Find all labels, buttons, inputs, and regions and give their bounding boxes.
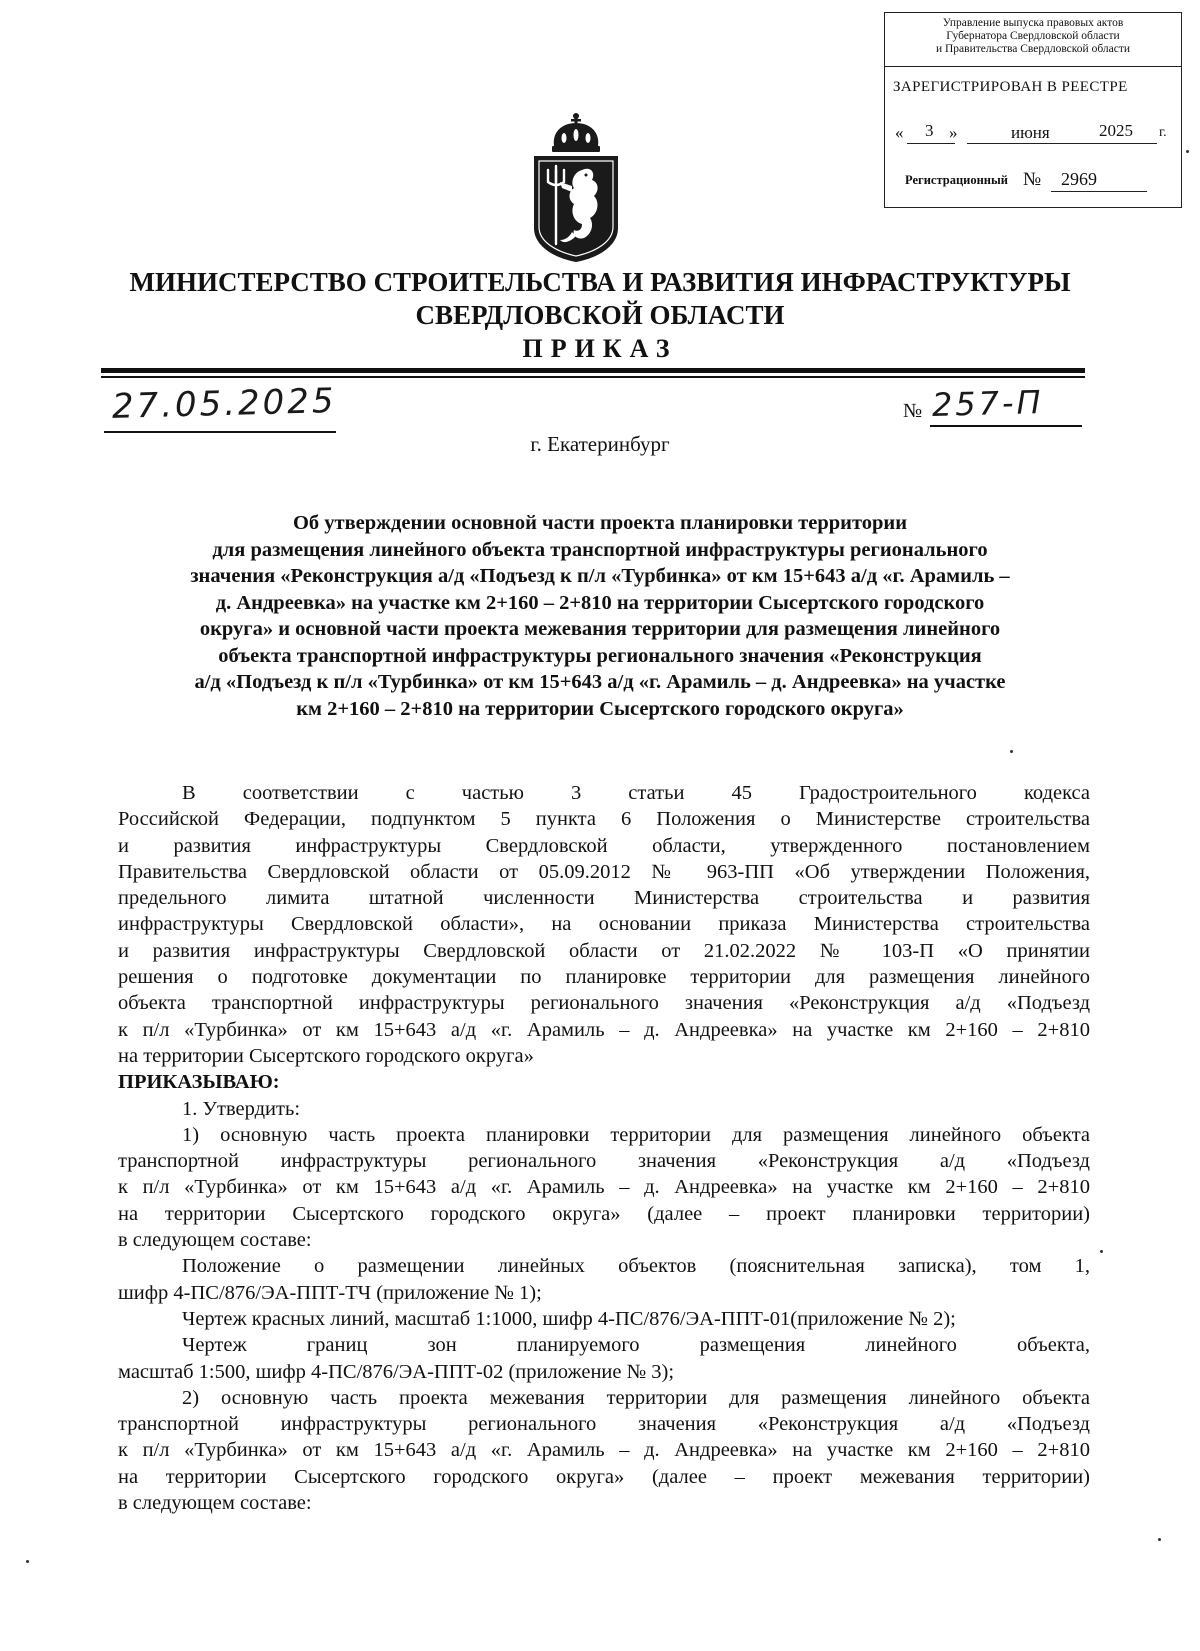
scan-speck bbox=[1010, 750, 1013, 753]
stamp-header-line: Управление выпуска правовых актов bbox=[942, 17, 1124, 29]
body-line-ordering-word: ПРИКАЗЫВАЮ: bbox=[118, 1071, 280, 1094]
document-type-heading: ПРИКАЗ bbox=[522, 334, 678, 363]
scan-speck bbox=[1100, 1250, 1103, 1253]
body-line: на территории Сысертского городского округа» bbox=[118, 1044, 534, 1067]
title-line: значения «Реконструкция а/д «Подъезд к п/л «Турбинка» от км 15+643 а/д «г. Арамиль – bbox=[190, 565, 1010, 587]
ministry-heading bbox=[60, 266, 1140, 332]
stamp-open-quote: « bbox=[895, 123, 904, 142]
order-number-handwritten: 257-П bbox=[931, 383, 1045, 424]
order-title bbox=[60, 510, 1140, 722]
body-line: Чертеж красных линий, масштаб 1:1000, шифр 4-ПС/876/ЭА-ППТ-01(приложение № 2); bbox=[182, 1307, 956, 1330]
body-line: в следующем составе: bbox=[118, 1229, 312, 1252]
body-line: 2) основную часть проекта межевания территории для размещения линейного объекта bbox=[182, 1386, 1090, 1409]
body-line: к п/л «Турбинка» от км 15+643 а/д «г. Арамиль – д. Андреевка» на участке км 2+160 – 2+810 bbox=[118, 1018, 1090, 1041]
body-line: шифр 4-ПС/876/ЭА-ППТ-ТЧ (приложение № 1); bbox=[118, 1281, 542, 1304]
stamp-reg-number: 2969 bbox=[1061, 169, 1097, 189]
body-line: транспортной инфраструктуры регионального значения «Реконструкция а/д «Подъезд bbox=[118, 1413, 1090, 1436]
body-line: и развития инфраструктуры Свердловской области, утвержденного постановлением bbox=[118, 834, 1090, 857]
body-line: масштаб 1:500, шифр 4-ПС/876/ЭА-ППТ-02 (приложение № 3); bbox=[118, 1360, 675, 1383]
stamp-month: июня bbox=[1011, 123, 1050, 142]
title-line: д. Андреевка» на участке км 2+160 – 2+810 на территории Сысертского городского bbox=[215, 591, 985, 614]
order-number-sign: № bbox=[903, 400, 923, 422]
body-line: решения о подготовке документации по планировке территории для размещения линейного bbox=[118, 966, 1090, 989]
body-line: 1) основную часть проекта планировки территории для размещения линейного объекта bbox=[182, 1123, 1090, 1146]
stamp-header bbox=[885, 13, 1181, 67]
ministry-line: МИНИСТЕРСТВО СТРОИТЕЛЬСТВА И РАЗВИТИЯ ИНФРАСТРУКТУРЫ bbox=[129, 267, 1071, 297]
stamp-day: 3 bbox=[925, 121, 934, 140]
body-line: к п/л «Турбинка» от км 15+643 а/д «г. Арамиль – д. Андреевка» на участке км 2+160 – 2+810 bbox=[118, 1439, 1090, 1462]
stamp-header-line: и Правительства Свердловской области bbox=[935, 43, 1131, 55]
scan-speck bbox=[1158, 1538, 1161, 1541]
body-line: В соответствии с частью 3 статьи 45 Градостроительного кодекса bbox=[182, 782, 1090, 804]
ministry-line: СВЕРДЛОВСКОЙ ОБЛАСТИ bbox=[415, 300, 785, 330]
title-line: объекта транспортной инфраструктуры регионального значения «Реконструкция bbox=[218, 644, 982, 667]
header-divider-thin bbox=[101, 376, 1085, 378]
order-number-underline bbox=[930, 425, 1082, 427]
stamp-close-quote: » bbox=[949, 123, 958, 142]
stamp-reg-label: Регистрационный bbox=[905, 173, 1008, 187]
body-line: объекта транспортной инфраструктуры регионального значения «Реконструкция а/д «Подъезд bbox=[118, 992, 1090, 1015]
stamp-year-suffix: г. bbox=[1159, 125, 1167, 140]
registry-stamp bbox=[884, 12, 1182, 208]
body-line: Чертеж границ зон планируемого размещения линейного объекта, bbox=[182, 1334, 1090, 1357]
body-line: в следующем составе: bbox=[118, 1492, 312, 1515]
coat-of-arms-emblem bbox=[520, 112, 632, 264]
title-line: для размещения линейного объекта транспортной инфраструктуры регионального bbox=[212, 538, 988, 561]
stamp-reg-sign: № bbox=[1023, 169, 1042, 190]
body-line: на территории Сысертского городского округа» (далее – проект межевания территории) bbox=[118, 1465, 1090, 1488]
body-line: 1. Утвердить: bbox=[182, 1097, 301, 1120]
header-divider-thick bbox=[101, 368, 1085, 373]
order-date-handwritten: 27.05.2025 bbox=[111, 381, 338, 427]
body-line: Правительства Свердловской области от 05.09.2012 № 963-ПП «Об утверждении Положения, bbox=[118, 860, 1090, 883]
body-line: предельного лимита штатной численности Министерства строительства и развития bbox=[118, 887, 1090, 910]
scan-speck bbox=[26, 1560, 29, 1563]
title-line: Об утверждении основной части проекта планировки территории bbox=[292, 512, 908, 534]
title-line: км 2+160 – 2+810 на территории Сысертского городского округа» bbox=[296, 697, 904, 720]
order-body bbox=[118, 780, 1090, 1516]
stamp-year: 2025 bbox=[1099, 121, 1133, 140]
stamp-header-line: Губернатора Свердловской области bbox=[946, 30, 1120, 42]
body-line: Российской Федерации, подпунктом 5 пункта 6 Положения о Министерстве строительства bbox=[118, 808, 1090, 831]
body-line: инфраструктуры Свердловской области», на основании приказа Министерства строительства bbox=[118, 913, 1090, 936]
body-line: и развития инфраструктуры Свердловской области от 21.02.2022 № 103-П «О принятии bbox=[118, 939, 1090, 962]
body-line: Положение о размещении линейных объектов (пояснительная записка), том 1, bbox=[182, 1255, 1090, 1278]
city-line: г. Екатеринбург bbox=[530, 432, 670, 456]
title-line: а/д «Подъезд к п/л «Турбинка» от км 15+643 а/д «г. Арамиль – д. Андреевка» на участке bbox=[194, 671, 1006, 693]
body-line: к п/л «Турбинка» от км 15+643 а/д «г. Арамиль – д. Андреевка» на участке км 2+160 – 2+810 bbox=[118, 1176, 1090, 1199]
title-line: округа» и основной части проекта межевания территории для размещения линейного bbox=[199, 618, 1001, 640]
stamp-date bbox=[893, 121, 1177, 147]
body-line: транспортной инфраструктуры регионального значения «Реконструкция а/д «Подъезд bbox=[118, 1150, 1090, 1173]
body-line: на территории Сысертского городского округа» (далее – проект планировки территории) bbox=[118, 1202, 1090, 1225]
stamp-registered-label: ЗАРЕГИСТРИРОВАН В РЕЕСТРЕ bbox=[893, 79, 1128, 95]
stamp-registration bbox=[905, 169, 1175, 195]
scan-speck bbox=[1186, 150, 1189, 153]
